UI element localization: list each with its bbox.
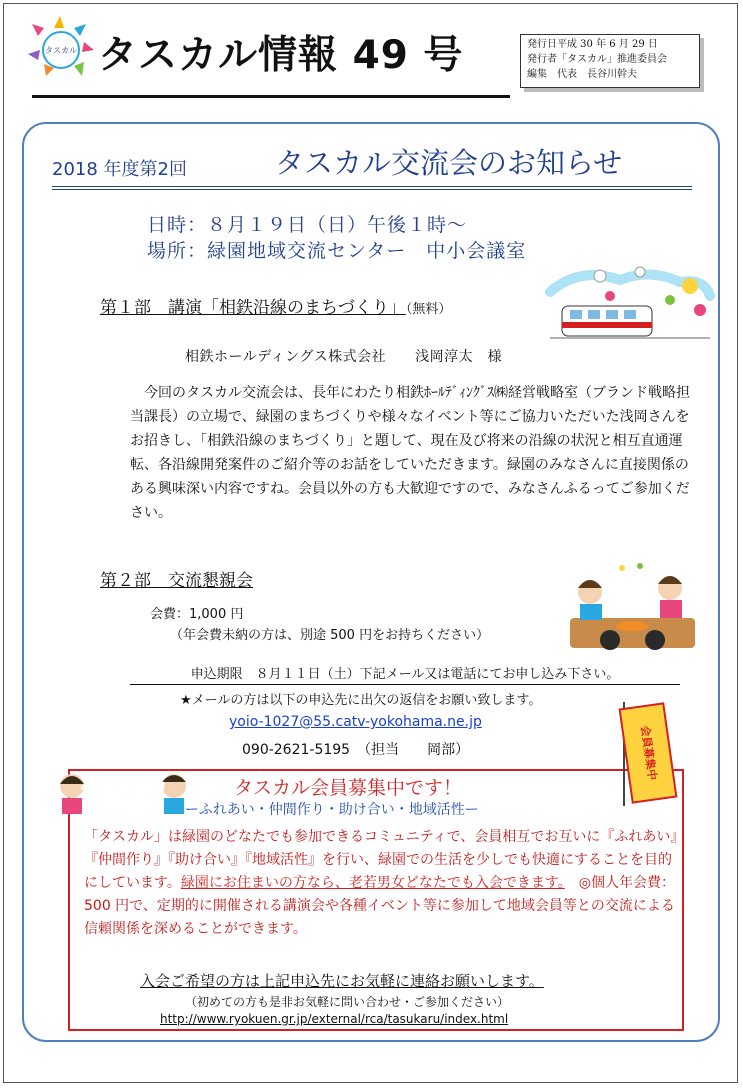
part2-heading: 第２部 交流懇親会 xyxy=(100,571,253,591)
tasukaru-logo xyxy=(24,14,96,80)
recruit-url-link[interactable]: http://www.ryokuen.gr.jp/external/rca/tasukaru/index.html xyxy=(160,1012,509,1026)
recruit-body-fee: ◎個人年会費： 500 円で、定期的に開催される講演会や各種イベント等に参加して地域会員等との交流による信頼関係を深めることができます。 xyxy=(84,875,675,937)
fee-note: （年会費未納の方は、別途 500 円をお持ちください） xyxy=(170,628,490,643)
mail-note: ★メールの方は以下の申込先に出欠の返信をお願い致します。 xyxy=(180,693,542,708)
recruit-body xyxy=(84,826,682,941)
event-title: タスカル交流会のお知らせ xyxy=(275,146,623,180)
recruit-body-highlight: 緑園にお住まいの方なら、老若男女どなたでも入会できます。 xyxy=(180,875,565,891)
part1-description-text: 今回のタスカル交流会は、長年にわたり相鉄ﾎｰﾙﾃﾞｨﾝｸﾞｽ㈱経営戦略室（ブランド戦略担当課長）の立場で、緑園のまちづくりや様々なイベント等にご協力いただいた浅岡さんをお招きし、「相鉄沿線のまちづくり」と題して、現在及び将来の沿線の状況と相互直通運転、各沿線開発案件のご紹介等のお話をしていただきます。緑園のみなさんに直接関係のある興味深い内容ですね。会員以外の方も大歓迎ですので、みなさんふるってご参加ください。 xyxy=(130,385,690,521)
recruit-badge-text: 会員募集中 xyxy=(80,779,166,799)
part1-title: 第１部 講演「相鉄沿線のまちづくり」 xyxy=(100,298,406,318)
train-illustration xyxy=(540,262,715,344)
event-datetime: 日時：８月１９日（日）午後１時～ xyxy=(147,214,468,236)
publish-date: 発行日平成 30 年 6 月 29 日 xyxy=(527,39,658,50)
recruit-note: （初めての方も是非お気軽に問い合わせ・ご参加ください） xyxy=(185,995,510,1009)
recruit-body-intro: 「タスカル」は緑園のどなたでも参加できるコミュニティで、会員相互でお互いに『ふれあい』『仲間作り』『助け合い』『地域活性』を行い、緑園での生活を少しでも快適にすることを目的にしています。 xyxy=(84,829,678,891)
speaker: 相鉄ホールディングス株式会社 浅岡淳太 様 xyxy=(185,349,503,365)
title-underline xyxy=(52,186,692,187)
part1-heading xyxy=(100,293,451,318)
recruit-subtitle: ーふれあい・仲間作り・助け合い・地域活性ー xyxy=(185,802,479,818)
recruit-banner-text: 会員募集中 xyxy=(638,724,659,782)
title-rule xyxy=(32,95,510,98)
title-underline-double xyxy=(52,189,692,190)
phone-contact: 090-2621-5195 （担当 岡部） xyxy=(242,742,470,758)
party-illustration xyxy=(560,558,705,658)
event-location: 場所：緑園地域交流センター 中小会議室 xyxy=(147,240,527,262)
logo-text: タスカル xyxy=(45,46,77,55)
recruit-title: タスカル会員募集中です！ xyxy=(234,777,463,799)
fee: 会費：1,000 円 xyxy=(150,607,244,622)
recruit-contact: 入会ご希望の方は上記申込先にお気軽に連絡お願いします。 xyxy=(140,972,544,990)
part1-description xyxy=(130,381,700,525)
event-prefix: 2018 年度第2回 xyxy=(52,159,187,180)
email-link[interactable]: yoio-1027@55.catv-yokohama.ne.jp xyxy=(229,714,482,730)
part1-free: （無料） xyxy=(405,302,452,317)
newsletter-title: タスカル情報 49 号 xyxy=(98,33,464,78)
publication-info xyxy=(520,34,700,88)
publisher: 発行者「タスカル」推進委員会 xyxy=(527,54,667,65)
recruit-banner-illustration xyxy=(618,698,680,808)
editor: 編集 代表 長谷川幹夫 xyxy=(527,69,637,80)
deadline: 申込期限 ８月１１日（土）下記メール又は電話にてお申し込み下さい。 xyxy=(130,663,680,685)
recruit-badge-illustration xyxy=(58,750,188,816)
